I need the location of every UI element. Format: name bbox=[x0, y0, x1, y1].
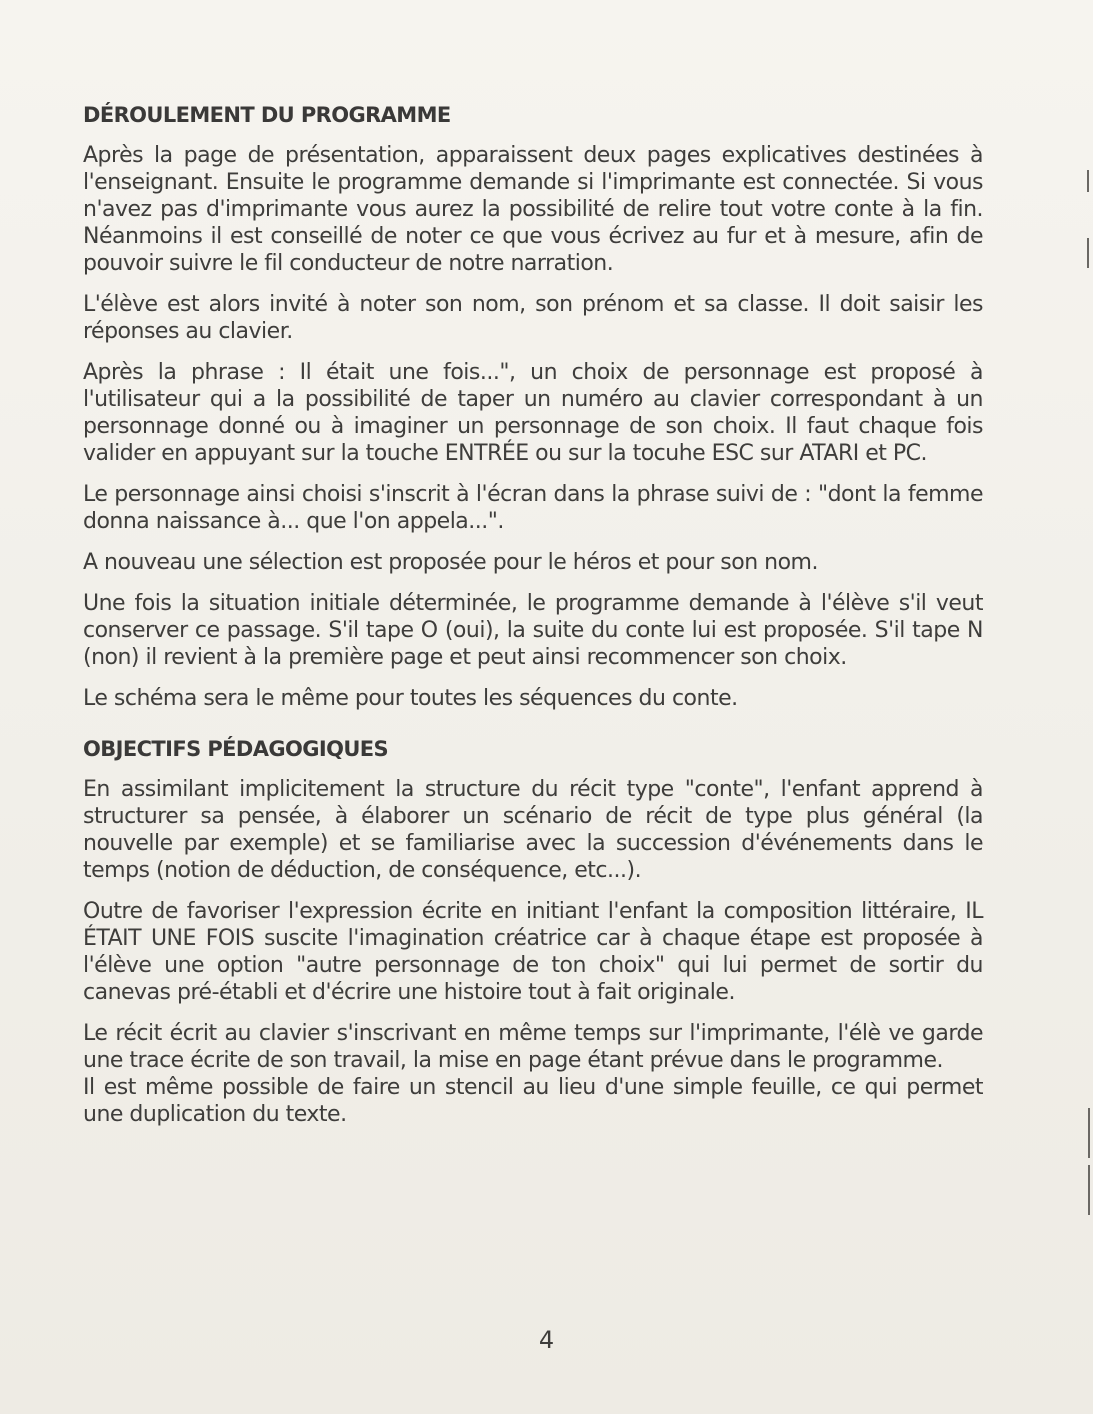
paragraph-student-info: L'élève est alors invité à noter son nom, son prénom et sa classe. Il doit saisir les réponses au clavier. bbox=[83, 292, 983, 344]
page-edge-mark bbox=[1087, 238, 1089, 268]
paragraph-initial-situation: Une fois la situation initiale déterminée, le programme demande à l'élève s'il veut conserver ce passage. S'il tape O (oui), la suite du conte lui est proposée. S'il tape N (non) il revient à la première page et peut ainsi recommencer son choix. bbox=[83, 591, 983, 670]
section-heading-deroulement: DÉROULEMENT DU PROGRAMME bbox=[83, 103, 451, 127]
page-edge-mark bbox=[1088, 1165, 1090, 1215]
page-edge-mark bbox=[1087, 170, 1089, 192]
page-edge-mark bbox=[1088, 1108, 1090, 1158]
page-number: 4 bbox=[538, 1326, 555, 1354]
paragraph-expression: Outre de favoriser l'expression écrite en initiant l'enfant la composition littéraire, IL ÉTAIT UNE FOIS suscite l'imagination créatrice car à chaque étape est proposée à l'élève une option "autre personnage de ton choix" qui lui permet de sortir du canevas pré-établi et d'écrire une histoire tout à fait originale. bbox=[83, 899, 983, 1005]
paragraph-hero-selection: A nouveau une sélection est proposée pour le héros et pour son nom. bbox=[83, 550, 818, 575]
paragraph-printer: Le récit écrit au clavier s'inscrivant en même temps sur l'imprimante, l'élè ve garde une trace écrite de son travail, la mise en page étant prévue dans le programme. bbox=[83, 1021, 983, 1073]
paragraph-structure: En assimilant implicitement la structure du récit type "conte", l'enfant apprend à structurer sa pensée, à élaborer un scénario de récit de type plus général (la nouvelle par exemple) et se familiarise avec la succession d'événements dans le temps (notion de déduction, de conséquence, etc...). bbox=[83, 777, 983, 883]
page-content bbox=[83, 100, 983, 1142]
paragraph-intro: Après la page de présentation, apparaissent deux pages explicatives destinées à l'enseignant. Ensuite le programme demande si l'imprimante est connectée. Si vous n'avez pas d'imprimante vous aurez la possibilité de relire tout votre conte à la fin. Néanmoins il est conseillé de noter ce que vous écrivez au fur et à mesure, afin de pouvoir suivre le fil conducteur de notre narration. bbox=[83, 143, 983, 276]
paragraph-schema: Le schéma sera le même pour toutes les séquences du conte. bbox=[83, 686, 738, 711]
paragraph-character-choice: Après la phrase : Il était une fois...", un choix de personnage est proposé à l'utilisateur qui a la possibilité de taper un numéro au clavier correspondant à un personnage donné ou à imaginer un personnage de son choix. Il faut chaque fois valider en appuyant sur la touche ENTRÉE ou sur la tocuhe ESC sur ATARI et PC. bbox=[83, 360, 983, 466]
section-heading-objectifs: OBJECTIFS PÉDAGOGIQUES bbox=[83, 737, 389, 761]
paragraph-stencil: Il est même possible de faire un stencil au lieu d'une simple feuille, ce qui permet une duplication du texte. bbox=[83, 1075, 983, 1127]
paragraph-character-display: Le personnage ainsi choisi s'inscrit à l'écran dans la phrase suivi de : "dont la femme donna naissance à... que l'on appela...". bbox=[83, 482, 983, 534]
